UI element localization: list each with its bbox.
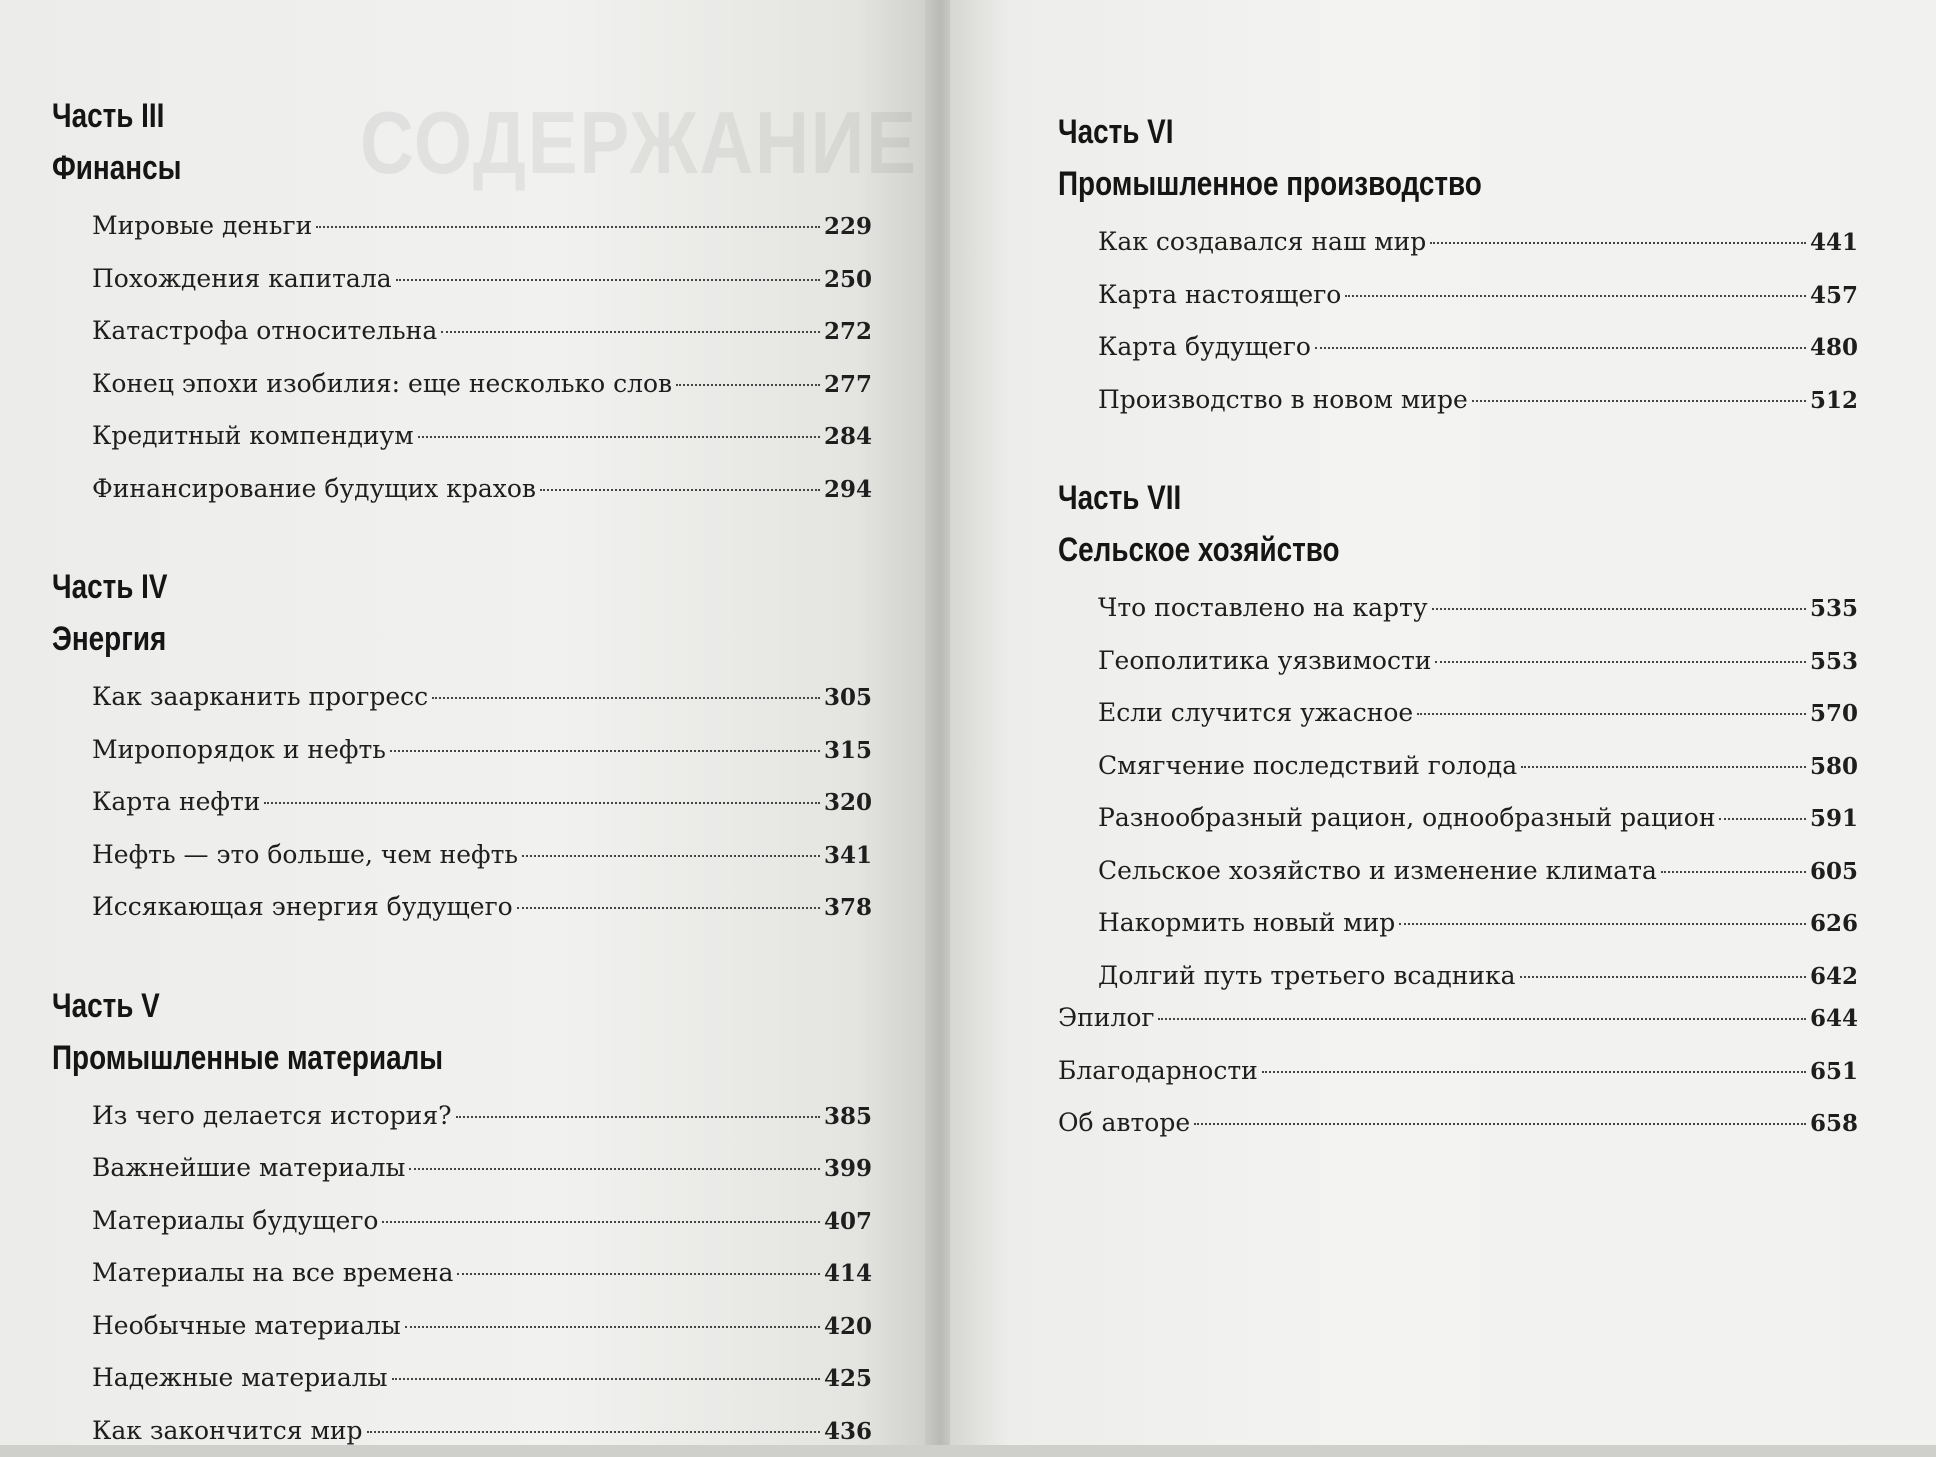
toc-entry-title: Важнейшие материалы xyxy=(92,1142,405,1194)
toc-entry-page: 272 xyxy=(824,306,872,358)
toc-entry-title: Конец эпохи изобилия: еще несколько слов xyxy=(92,358,672,410)
toc-entry xyxy=(52,829,872,882)
toc-entry xyxy=(1058,374,1858,427)
toc-entry-title: Об авторе xyxy=(1058,1097,1190,1149)
toc-entry xyxy=(1058,1097,1858,1150)
toc-entry-page: 591 xyxy=(1810,793,1858,845)
toc-entry-title: Карта будущего xyxy=(1098,321,1311,373)
right-toc-column xyxy=(1058,106,1858,1150)
part-title: Сельское хозяйство xyxy=(1058,524,1714,576)
part-number: Часть III xyxy=(52,90,724,142)
toc-entry xyxy=(52,410,872,463)
toc-entry-page: 580 xyxy=(1810,741,1858,793)
toc-entry xyxy=(52,358,872,411)
toc-entry-page: 229 xyxy=(824,201,872,253)
toc-entry-title: Сельское хозяйство и изменение климата xyxy=(1098,845,1657,897)
toc-entry-title: Разнообразный рацион, однообразный рацион xyxy=(1098,792,1715,844)
toc-entry-title: Необычные материалы xyxy=(92,1300,401,1352)
toc-entry-page: 457 xyxy=(1810,270,1858,322)
show-through-heading: СОДЕРЖАНИЕ xyxy=(360,92,918,194)
dot-leader xyxy=(1472,400,1806,402)
left-toc-column xyxy=(52,90,872,1457)
part-heading xyxy=(52,980,872,1084)
dot-leader xyxy=(432,697,820,699)
toc-entry-page: 305 xyxy=(824,672,872,724)
toc-entry-title: Что поставлено на карту xyxy=(1098,582,1428,634)
dot-leader xyxy=(1345,295,1806,297)
part-title: Финансы xyxy=(52,142,724,194)
toc-entry-page: 414 xyxy=(824,1248,872,1300)
toc-entry-page: 480 xyxy=(1810,322,1858,374)
dot-leader xyxy=(1661,871,1806,873)
toc-entry-page: 250 xyxy=(824,254,872,306)
dot-leader xyxy=(1158,1018,1806,1020)
part-title: Промышленное производство xyxy=(1058,158,1714,210)
dot-leader xyxy=(367,1431,820,1433)
toc-entry xyxy=(52,463,872,516)
toc-entry-page: 553 xyxy=(1810,636,1858,688)
toc-entry-title: Надежные материалы xyxy=(92,1352,388,1404)
toc-entry xyxy=(52,724,872,777)
toc-entry-page: 385 xyxy=(824,1091,872,1143)
toc-entry xyxy=(52,1352,872,1405)
dot-leader xyxy=(1719,818,1806,820)
toc-entry-page: 294 xyxy=(824,464,872,516)
dot-leader xyxy=(1521,766,1806,768)
toc-entry-page: 341 xyxy=(824,830,872,882)
toc-entry xyxy=(52,1300,872,1353)
part-spacer xyxy=(52,934,872,980)
toc-entry xyxy=(1058,582,1858,635)
toc-entry xyxy=(52,776,872,829)
dot-leader xyxy=(1432,608,1806,610)
toc-entry xyxy=(52,881,872,934)
dot-leader xyxy=(456,1116,820,1118)
part-heading xyxy=(1058,106,1858,210)
toc-entry-title: Как заарканить прогресс xyxy=(92,671,428,723)
toc-entry-title: Материалы будущего xyxy=(92,1195,378,1247)
toc-entry-title: Карта нефти xyxy=(92,776,260,828)
toc-entry-title: Накормить новый мир xyxy=(1098,897,1395,949)
toc-entry xyxy=(52,671,872,724)
toc-entry-page: 570 xyxy=(1810,688,1858,740)
toc-entry-title: Долгий путь третьего всадника xyxy=(1098,950,1516,1002)
toc-entry-page: 436 xyxy=(824,1406,872,1457)
dot-leader xyxy=(392,1378,820,1380)
toc-entry xyxy=(1058,1045,1858,1098)
toc-entry-page: 320 xyxy=(824,777,872,829)
toc-entry-page: 658 xyxy=(1810,1098,1858,1150)
toc-entry xyxy=(1058,740,1858,793)
dot-leader xyxy=(1435,661,1806,663)
toc-entry-page: 605 xyxy=(1810,846,1858,898)
toc-entry-page: 407 xyxy=(824,1196,872,1248)
toc-entry-title: Иссякающая энергия будущего xyxy=(92,881,513,933)
toc-entry xyxy=(52,1195,872,1248)
toc-entry-page: 420 xyxy=(824,1301,872,1353)
toc-entry xyxy=(1058,792,1858,845)
toc-entry xyxy=(1058,845,1858,898)
toc-entry xyxy=(1058,216,1858,269)
toc-entry-page: 399 xyxy=(824,1143,872,1195)
toc-entry-title: Миропорядок и нефть xyxy=(92,724,386,776)
toc-entry-title: Похождения капитала xyxy=(92,253,392,305)
toc-entry-title: Производство в новом мире xyxy=(1098,374,1468,426)
part-number: Часть VII xyxy=(1058,472,1714,524)
dot-leader xyxy=(382,1221,820,1223)
toc-entry-page: 378 xyxy=(824,882,872,934)
toc-entry xyxy=(1058,269,1858,322)
dot-leader xyxy=(517,907,820,909)
toc-entry-title: Нефть — это больше, чем нефть xyxy=(92,829,518,881)
dot-leader xyxy=(441,331,820,333)
part-number: Часть VI xyxy=(1058,106,1714,158)
dot-leader xyxy=(676,384,820,386)
toc-entry-page: 651 xyxy=(1810,1046,1858,1098)
toc-entry-title: Мировые деньги xyxy=(92,200,312,252)
part-spacer xyxy=(52,515,872,561)
part-spacer xyxy=(1058,426,1858,472)
toc-entry-page: 644 xyxy=(1810,993,1858,1045)
dot-leader xyxy=(1430,242,1806,244)
dot-leader xyxy=(418,436,820,438)
part-number: Часть V xyxy=(52,980,724,1032)
toc-entry-title: Кредитный компендиум xyxy=(92,410,414,462)
toc-entry xyxy=(1058,897,1858,950)
toc-entry-page: 284 xyxy=(824,411,872,463)
back-matter xyxy=(1058,992,1858,1150)
dot-leader xyxy=(1520,976,1806,978)
toc-entry xyxy=(52,1090,872,1143)
dot-leader xyxy=(457,1273,820,1275)
part-heading xyxy=(1058,472,1858,576)
dot-leader xyxy=(1262,1071,1806,1073)
toc-entry xyxy=(52,1142,872,1195)
toc-entry xyxy=(1058,635,1858,688)
toc-entry-title: Карта настоящего xyxy=(1098,269,1341,321)
toc-entry-title: Смягчение последствий голода xyxy=(1098,740,1517,792)
part-title: Энергия xyxy=(52,613,724,665)
toc-entry xyxy=(52,1405,872,1457)
toc-entry-title: Геополитика уязвимости xyxy=(1098,635,1431,687)
toc-entry xyxy=(52,305,872,358)
toc-entry-title: Как закончится мир xyxy=(92,1405,363,1457)
toc-entry xyxy=(52,253,872,306)
dot-leader xyxy=(264,802,820,804)
toc-entry-title: Финансирование будущих крахов xyxy=(92,463,536,515)
toc-entry-page: 315 xyxy=(824,725,872,777)
toc-entry-title: Материалы на все времена xyxy=(92,1247,453,1299)
dot-leader xyxy=(540,489,820,491)
toc-entry xyxy=(1058,321,1858,374)
dot-leader xyxy=(405,1326,820,1328)
toc-entry-page: 535 xyxy=(1810,583,1858,635)
toc-entry-title: Из чего делается история? xyxy=(92,1090,452,1142)
toc-entry xyxy=(1058,687,1858,740)
dot-leader xyxy=(1417,713,1806,715)
part-heading xyxy=(52,561,872,665)
part-heading xyxy=(52,90,872,194)
toc-entry-title: Если случится ужасное xyxy=(1098,687,1413,739)
toc-entry-title: Катастрофа относительна xyxy=(92,305,437,357)
dot-leader xyxy=(1315,347,1806,349)
toc-entry-page: 642 xyxy=(1810,951,1858,1003)
toc-entry-page: 441 xyxy=(1810,217,1858,269)
dot-leader xyxy=(522,855,820,857)
dot-leader xyxy=(396,279,820,281)
dot-leader xyxy=(390,750,820,752)
toc-entry xyxy=(52,200,872,253)
toc-entry xyxy=(52,1247,872,1300)
dot-leader xyxy=(1194,1123,1806,1125)
part-number: Часть IV xyxy=(52,561,724,613)
toc-entry-page: 425 xyxy=(824,1353,872,1405)
toc-entry-page: 512 xyxy=(1810,375,1858,427)
toc-entry-page: 277 xyxy=(824,359,872,411)
toc-entry-title: Благодарности xyxy=(1058,1045,1258,1097)
part-title: Промышленные материалы xyxy=(52,1032,724,1084)
toc-entry-title: Эпилог xyxy=(1058,992,1154,1044)
dot-leader xyxy=(1399,923,1806,925)
toc-entry-page: 626 xyxy=(1810,898,1858,950)
dot-leader xyxy=(409,1168,820,1170)
dot-leader xyxy=(316,226,820,228)
toc-entry-title: Как создавался наш мир xyxy=(1098,216,1426,268)
